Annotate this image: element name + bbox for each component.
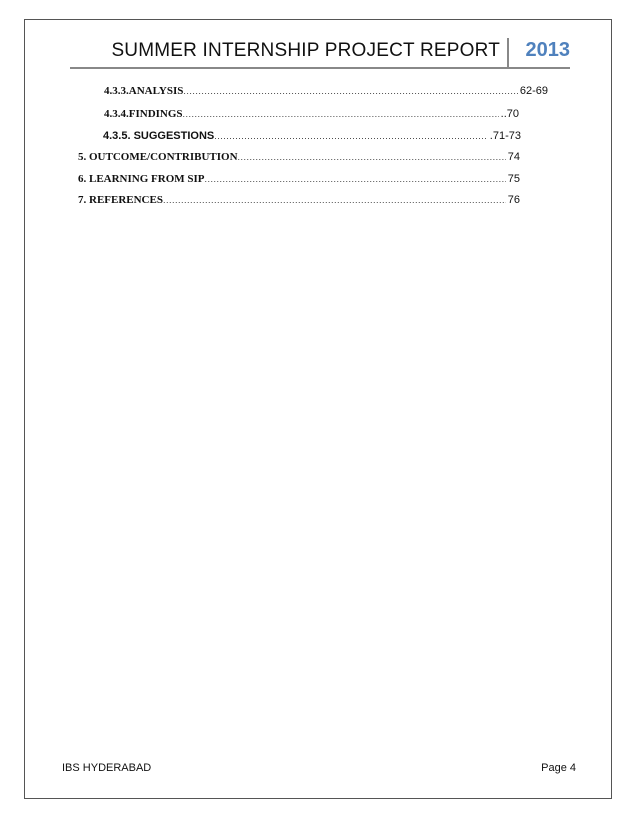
page-header	[70, 38, 570, 68]
toc-entry-page: 62-69	[519, 85, 548, 97]
toc-leader-dots	[163, 195, 506, 205]
footer-institution: IBS HYDERABAD	[62, 762, 152, 774]
toc-entry-label: 4.3.5. SUGGESTIONS	[103, 130, 215, 142]
toc-entry-label: 4.3.4.FINDINGS	[104, 108, 183, 120]
footer-page-number: Page 4	[541, 762, 576, 774]
toc-entry-page: ..70	[500, 108, 519, 120]
toc-entry-references	[78, 194, 520, 206]
toc-leader-dots	[183, 86, 517, 96]
toc-entry-outcome	[78, 151, 520, 163]
toc-entry-label: 4.3.3.ANALYSIS	[104, 85, 184, 97]
toc-entry-label: 6. LEARNING FROM SIP	[78, 173, 205, 185]
toc-entry-page: 74	[507, 151, 520, 163]
toc-entry-learning	[78, 173, 520, 185]
toc-entry-page: .71-73	[489, 130, 521, 142]
toc-leader-dots	[205, 174, 506, 184]
toc-leader-dots	[238, 152, 506, 162]
toc-entry-page: 75	[507, 173, 520, 185]
toc-leader-dots	[183, 109, 499, 119]
header-title: SUMMER INTERNSHIP PROJECT REPORT	[111, 40, 500, 61]
header-rule	[70, 67, 570, 69]
toc-entry-page: 76	[507, 194, 520, 206]
header-year: 2013	[525, 39, 570, 61]
toc-entry-analysis	[104, 85, 548, 97]
toc-leader-dots	[214, 131, 488, 141]
toc-entry-findings	[104, 108, 519, 120]
toc-entry-label: 5. OUTCOME/CONTRIBUTION	[78, 151, 238, 163]
toc-entry-suggestions	[103, 130, 521, 142]
header-divider	[507, 38, 509, 68]
toc-entry-label: 7. REFERENCES	[78, 194, 163, 206]
